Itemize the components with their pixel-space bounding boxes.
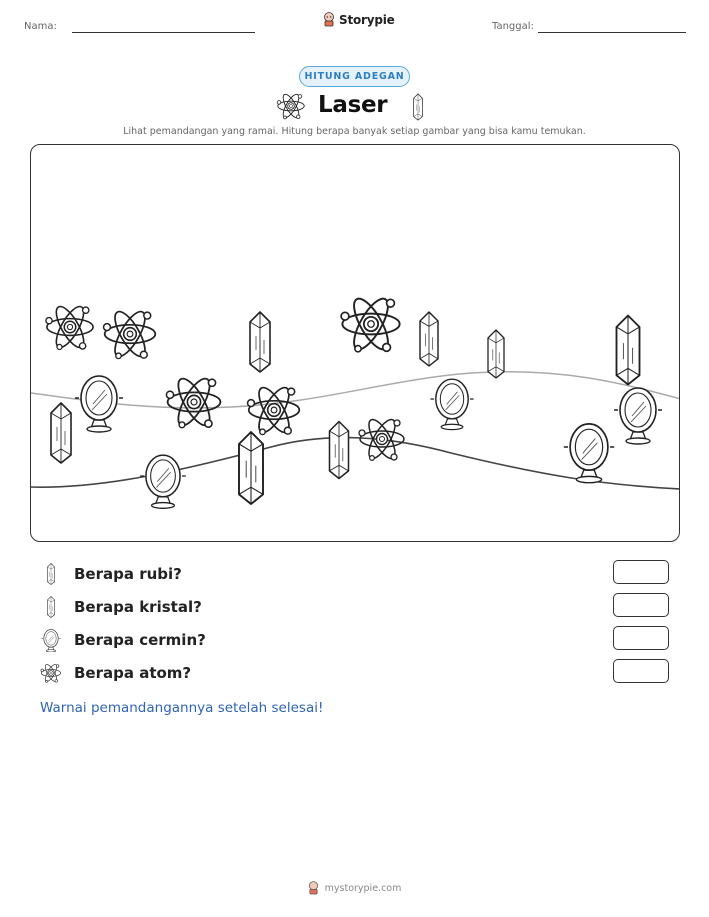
scene-mirror: [75, 376, 123, 432]
scene-crystal: [488, 330, 504, 378]
scene-atom: [104, 307, 156, 360]
date-line[interactable]: [538, 32, 686, 33]
answer-box-mirror[interactable]: [613, 626, 669, 650]
scene-crystal: [239, 432, 263, 504]
footer: [0, 881, 709, 895]
scene-atom: [166, 374, 220, 429]
question-text: Berapa kristal?: [74, 598, 202, 616]
title-atom-icon: [276, 91, 306, 121]
answer-box-crystal[interactable]: [613, 593, 669, 617]
counting-scene: [30, 144, 680, 542]
answer-box-atom[interactable]: [613, 659, 669, 683]
scene-mirror: [140, 455, 186, 508]
footer-url[interactable]: mystorypie.com: [324, 882, 402, 894]
question-atom: [40, 659, 672, 687]
answer-box-ruby[interactable]: [613, 560, 669, 584]
name-line[interactable]: [72, 32, 255, 33]
title-ruby-icon: [411, 93, 425, 121]
atom-icon: [40, 661, 62, 685]
scene-mirror: [614, 388, 662, 444]
page-title: Laser: [318, 92, 388, 118]
scene-crystal: [250, 312, 270, 372]
storypie-footer-icon: [308, 881, 319, 895]
scene-crystal: [51, 403, 71, 463]
date-label: Tanggal:: [492, 21, 534, 32]
question-ruby: [40, 560, 672, 588]
activity-badge: HITUNG ADEGAN: [299, 66, 410, 87]
question-text: Berapa rubi?: [74, 565, 182, 583]
question-mirror: [40, 626, 672, 654]
scene-illustration: [31, 145, 680, 542]
storypie-logo-icon: [323, 12, 335, 27]
brand-logo: [323, 12, 395, 27]
question-text: Berapa cermin?: [74, 631, 206, 649]
question-crystal: [40, 593, 672, 621]
scene-mirror: [430, 379, 473, 429]
crystal-icon: [40, 595, 62, 619]
scene-crystal: [617, 316, 640, 385]
scene-mirror: [564, 424, 614, 483]
ruby-icon: [40, 562, 62, 586]
scene-atom: [341, 294, 400, 354]
scene-atom: [46, 303, 93, 351]
scene-crystal: [330, 422, 349, 479]
instruction-text: Lihat pemandangan yang ramai. Hitung berapa banyak setiap gambar yang bisa kamu temukan.: [123, 126, 586, 137]
name-label: Nama:: [24, 21, 57, 32]
closing-note: Warnai pemandangannya setelah selesai!: [40, 700, 324, 716]
brand-name: Storypie: [339, 12, 395, 27]
question-text: Berapa atom?: [74, 664, 192, 682]
scene-crystal: [420, 312, 438, 366]
scene-atom: [248, 383, 300, 436]
mirror-icon: [40, 628, 62, 652]
